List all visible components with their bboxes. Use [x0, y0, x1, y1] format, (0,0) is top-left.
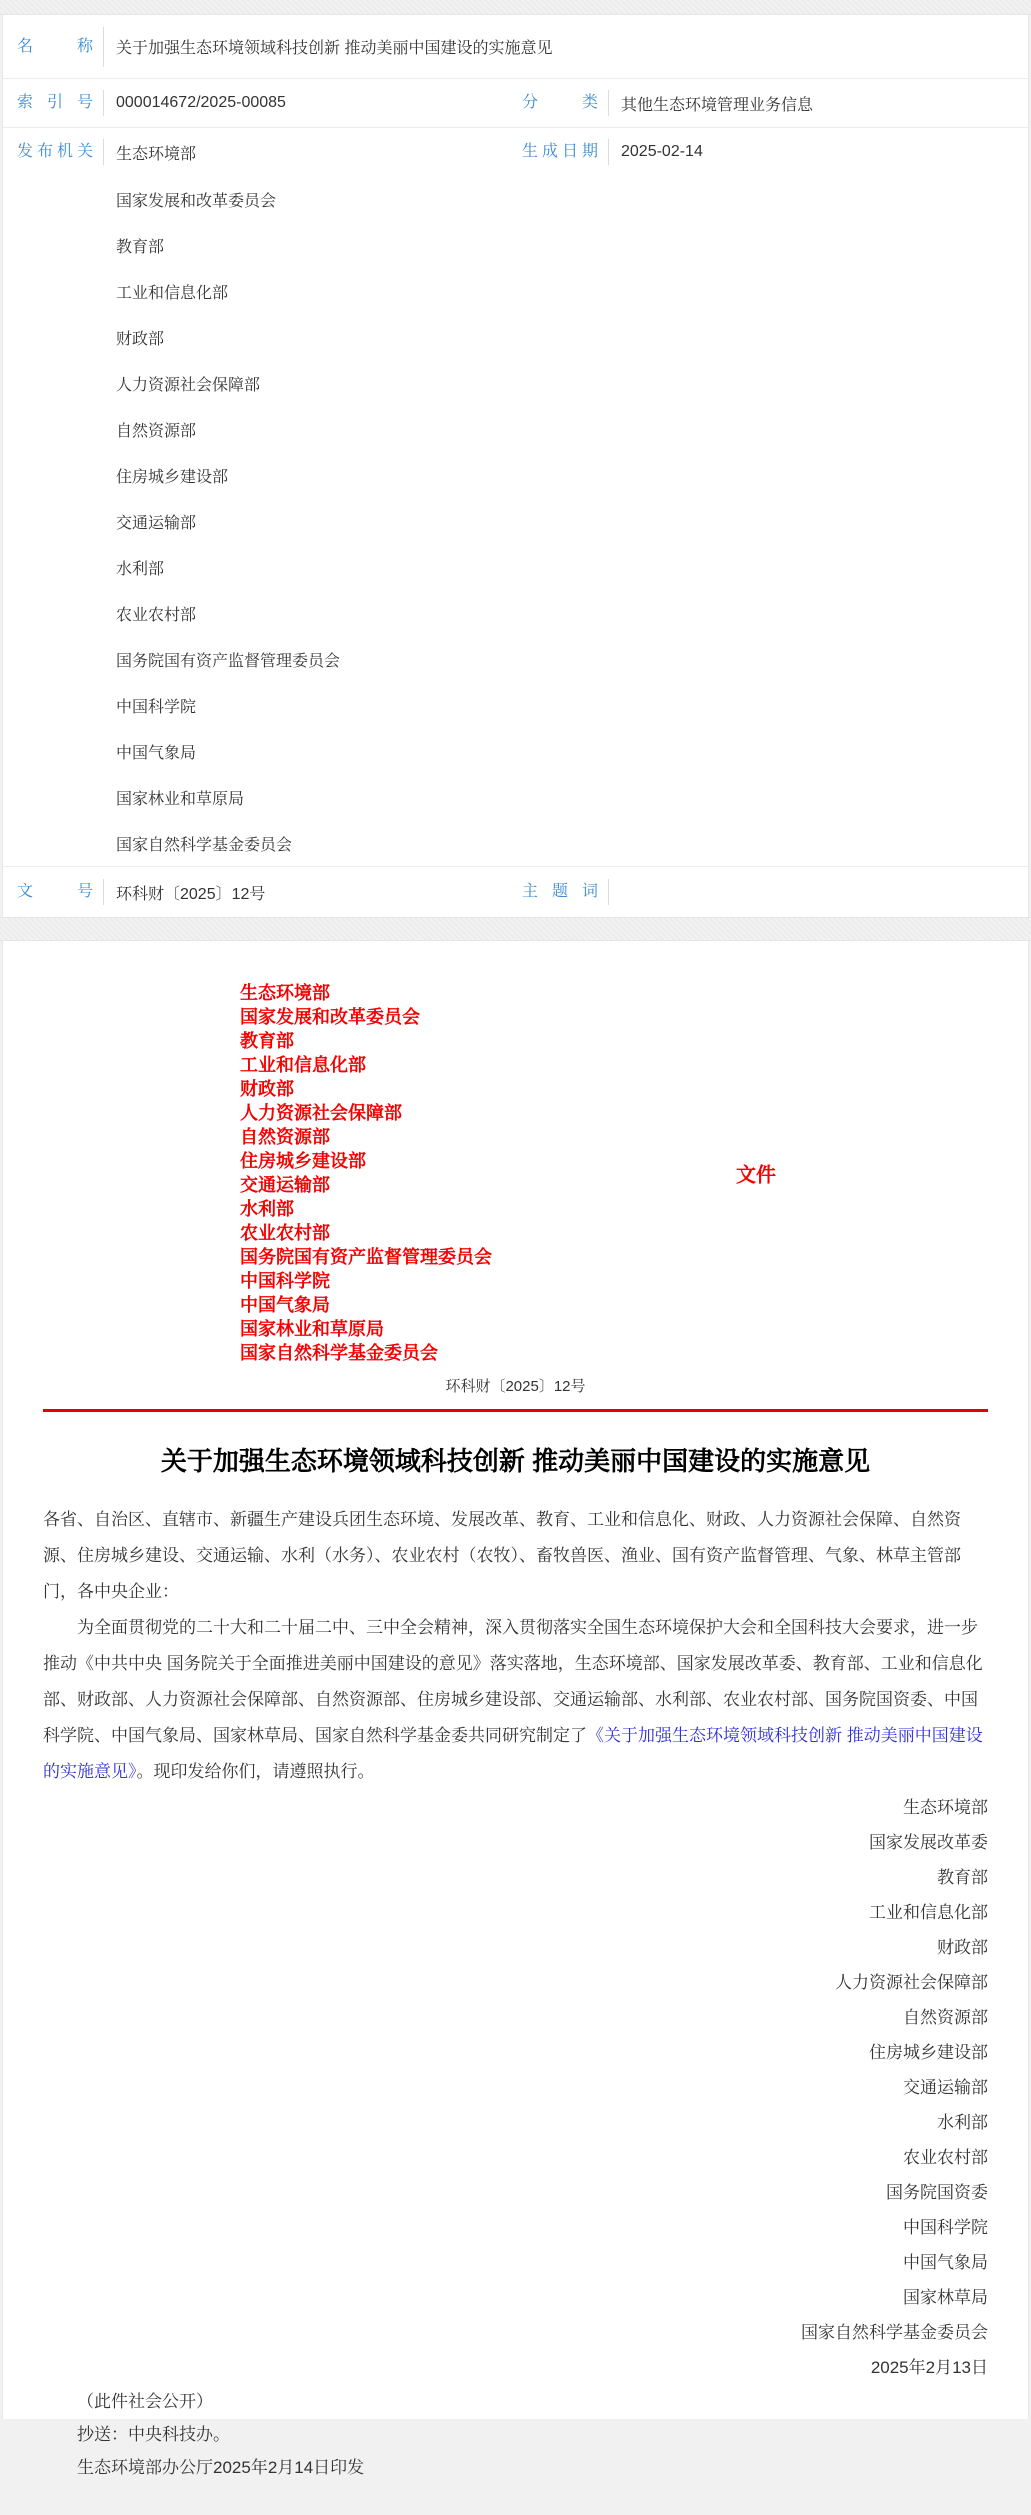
signatory-name: 工业和信息化部 [869, 1903, 988, 1922]
letterhead-agency-name: 水利部 [240, 1199, 294, 1219]
info-row-publisher-block [3, 128, 1028, 866]
signature-date: 2025年2月13日 [870, 2358, 988, 2377]
publisher-agency-name: 住房城乡建设部 [116, 468, 229, 486]
publisher-agency-row [3, 498, 1028, 544]
letterhead-agency-name: 农业农村部 [240, 1223, 330, 1243]
letterhead-agency-list [240, 981, 988, 1365]
section-gap-strip [0, 917, 1031, 941]
info-row-publisher-date [3, 128, 1028, 176]
signatory-name: 国家林草局 [903, 2288, 988, 2307]
letterhead-agency-name: 财政部 [240, 1079, 294, 1099]
info-row-index-category [3, 79, 1028, 128]
subject-label: 主题词 [522, 883, 598, 901]
publisher-agency-row [3, 268, 1028, 314]
signatory-name: 教育部 [937, 1868, 988, 1887]
letterhead [240, 981, 988, 1365]
signatory-name: 交通运输部 [903, 2078, 988, 2097]
letterhead-agency-name: 生态环境部 [240, 983, 330, 1003]
signatory-name: 财政部 [937, 1938, 988, 1957]
cc-line: 抄送：中央科技办。 [77, 2425, 230, 2444]
divider [608, 879, 609, 905]
publisher-agency-name: 水利部 [116, 560, 165, 578]
category-value: 其他生态环境管理业务信息 [621, 96, 814, 114]
letterhead-agency-name: 住房城乡建设部 [240, 1151, 366, 1171]
letterhead-agency-name: 国家发展和改革委员会 [240, 1007, 420, 1027]
signatory-name: 自然资源部 [903, 2008, 988, 2027]
divider [103, 139, 104, 165]
publisher-agency-name: 国家自然科学基金委员会 [116, 836, 293, 854]
publisher-agency-row [3, 360, 1028, 406]
doc-footer [43, 2385, 988, 2484]
implementation-opinion-link[interactable]: 《关于加强生态环境领域科技创新 推动美丽中国建设的实施意见》 [43, 1726, 983, 1781]
date-label: 生成日期 [522, 143, 598, 161]
publisher-agency-name: 教育部 [116, 238, 165, 256]
letterhead-doc-type: 文件 [736, 1164, 776, 1187]
signatory-name: 国家发展改革委 [869, 1833, 988, 1852]
publisher-agency-name: 自然资源部 [116, 422, 197, 440]
addressees-paragraph: 各省、自治区、直辖市、新疆生产建设兵团生态环境、发展改革、教育、工业和信息化、财政、人力资源社会保障、自然资源、住房城乡建设、交通运输、水利（水务）、农业农村（农牧）、畜牧兽医、渔业、国有资产监督管理、气象、林草主管部门，各中央企业： [43, 1510, 961, 1601]
publisher-agency-name: 中国气象局 [116, 744, 197, 762]
category-label: 分类 [522, 94, 598, 112]
publisher-agency-list [3, 176, 1028, 866]
print-line: 生态环境部办公厅2025年2月14日印发 [77, 2458, 365, 2477]
divider [608, 139, 609, 165]
signatory-list [43, 1790, 988, 2350]
signatory-name: 国务院国资委 [886, 2183, 988, 2202]
docnum-value: 环科财〔2025〕12号 [116, 885, 266, 903]
name-value: 关于加强生态环境领域科技创新 推动美丽中国建设的实施意见 [116, 40, 553, 57]
divider [103, 27, 104, 67]
letterhead-agency-name: 教育部 [240, 1031, 294, 1051]
document-info-table [2, 15, 1029, 917]
publisher-agency-row [3, 222, 1028, 268]
publisher-agency-row [3, 452, 1028, 498]
publisher-agency-row [3, 406, 1028, 452]
publisher-agency-name: 农业农村部 [116, 606, 197, 624]
signatory-name: 国家自然科学基金委员会 [801, 2323, 988, 2342]
docnum-label: 文号 [17, 883, 93, 901]
publisher-agency-name: 国家林业和草原局 [116, 790, 245, 808]
publisher-agency-row [3, 820, 1028, 866]
publisher-agency-row [3, 176, 1028, 222]
top-background-strip [0, 0, 1031, 15]
date-value: 2025-02-14 [621, 143, 703, 160]
official-document [2, 941, 1029, 2477]
doc-title: 关于加强生态环境领域科技创新 推动美丽中国建设的实施意见 [160, 1446, 871, 1476]
letterhead-agency-name: 工业和信息化部 [240, 1055, 366, 1075]
info-row-docnum-subject [3, 866, 1028, 917]
letterhead-agency-name: 交通运输部 [240, 1175, 330, 1195]
signatory-name: 农业农村部 [903, 2148, 988, 2167]
letterhead-agency-name: 人力资源社会保障部 [240, 1103, 402, 1123]
publisher-agency-row [3, 590, 1028, 636]
signatory-name: 生态环境部 [903, 1798, 988, 1817]
publisher-agency-row [3, 774, 1028, 820]
info-row-name [3, 15, 1028, 79]
letterhead-agency-name: 国家自然科学基金委员会 [240, 1343, 438, 1363]
divider [103, 879, 104, 905]
publisher-agency-row [3, 728, 1028, 774]
publisher-agency-row [3, 682, 1028, 728]
main-paragraph-post: 。现印发给你们，请遵照执行。 [136, 1762, 375, 1781]
letterhead-agency-name: 自然资源部 [240, 1127, 330, 1147]
signatory-name: 住房城乡建设部 [869, 2043, 988, 2062]
signatory-name: 人力资源社会保障部 [835, 1973, 988, 1992]
main-paragraph-pre: 为全面贯彻党的二十大和二十届二中、三中全会精神，深入贯彻落实全国生态环境保护大会和全国科技大会要求，进一步推动《中共中央 国务院关于全面推进美丽中国建设的意见》落实落地，生态环境部、国家发展改革委、教育部、工业和信息化部、财政部、人力资源社会保障部、自然资源部、住房城乡建设部、交通运输部、水利部、农业农村部、国务院国资委、中国科学院、中国气象局、国家林草局、国家自然科学基金委共同研究制定了 [43, 1618, 983, 1745]
letterhead-agency-name: 中国气象局 [240, 1295, 330, 1315]
letterhead-agency-name: 国务院国有资产监督管理委员会 [240, 1247, 492, 1267]
publisher-agency-name: 财政部 [116, 330, 165, 348]
doc-number: 环科财〔2025〕12号 [445, 1378, 586, 1395]
letterhead-agency-name: 国家林业和草原局 [240, 1319, 384, 1339]
doc-body [43, 1502, 988, 2484]
publisher-agency-name: 国务院国有资产监督管理委员会 [116, 652, 341, 670]
publisher-agency-name: 国家发展和改革委员会 [116, 192, 277, 210]
main-paragraph [43, 1610, 988, 1790]
public-note: （此件社会公开） [77, 2392, 213, 2411]
signature-block [43, 1790, 988, 2385]
publisher-agency-row [3, 314, 1028, 360]
index-label: 索引号 [17, 94, 93, 112]
publisher-agency-name: 人力资源社会保障部 [116, 376, 261, 394]
signatory-name: 水利部 [937, 2113, 988, 2132]
publisher-agency-row [3, 544, 1028, 590]
publisher-agency-name: 中国科学院 [116, 698, 197, 716]
publisher-agency-name: 交通运输部 [116, 514, 197, 532]
letterhead-agency-name: 中国科学院 [240, 1271, 330, 1291]
publisher-label: 发布机关 [17, 143, 93, 161]
publisher-agency-row [3, 636, 1028, 682]
name-label: 名称 [17, 37, 93, 55]
signatory-name: 中国气象局 [903, 2253, 988, 2272]
divider [608, 90, 609, 116]
publisher-first-value: 生态环境部 [116, 145, 197, 163]
publisher-agency-name: 工业和信息化部 [116, 284, 229, 302]
red-rule [43, 1409, 988, 1412]
signatory-name: 中国科学院 [903, 2218, 988, 2237]
index-value: 000014672/2025-00085 [116, 94, 286, 111]
divider [103, 90, 104, 116]
